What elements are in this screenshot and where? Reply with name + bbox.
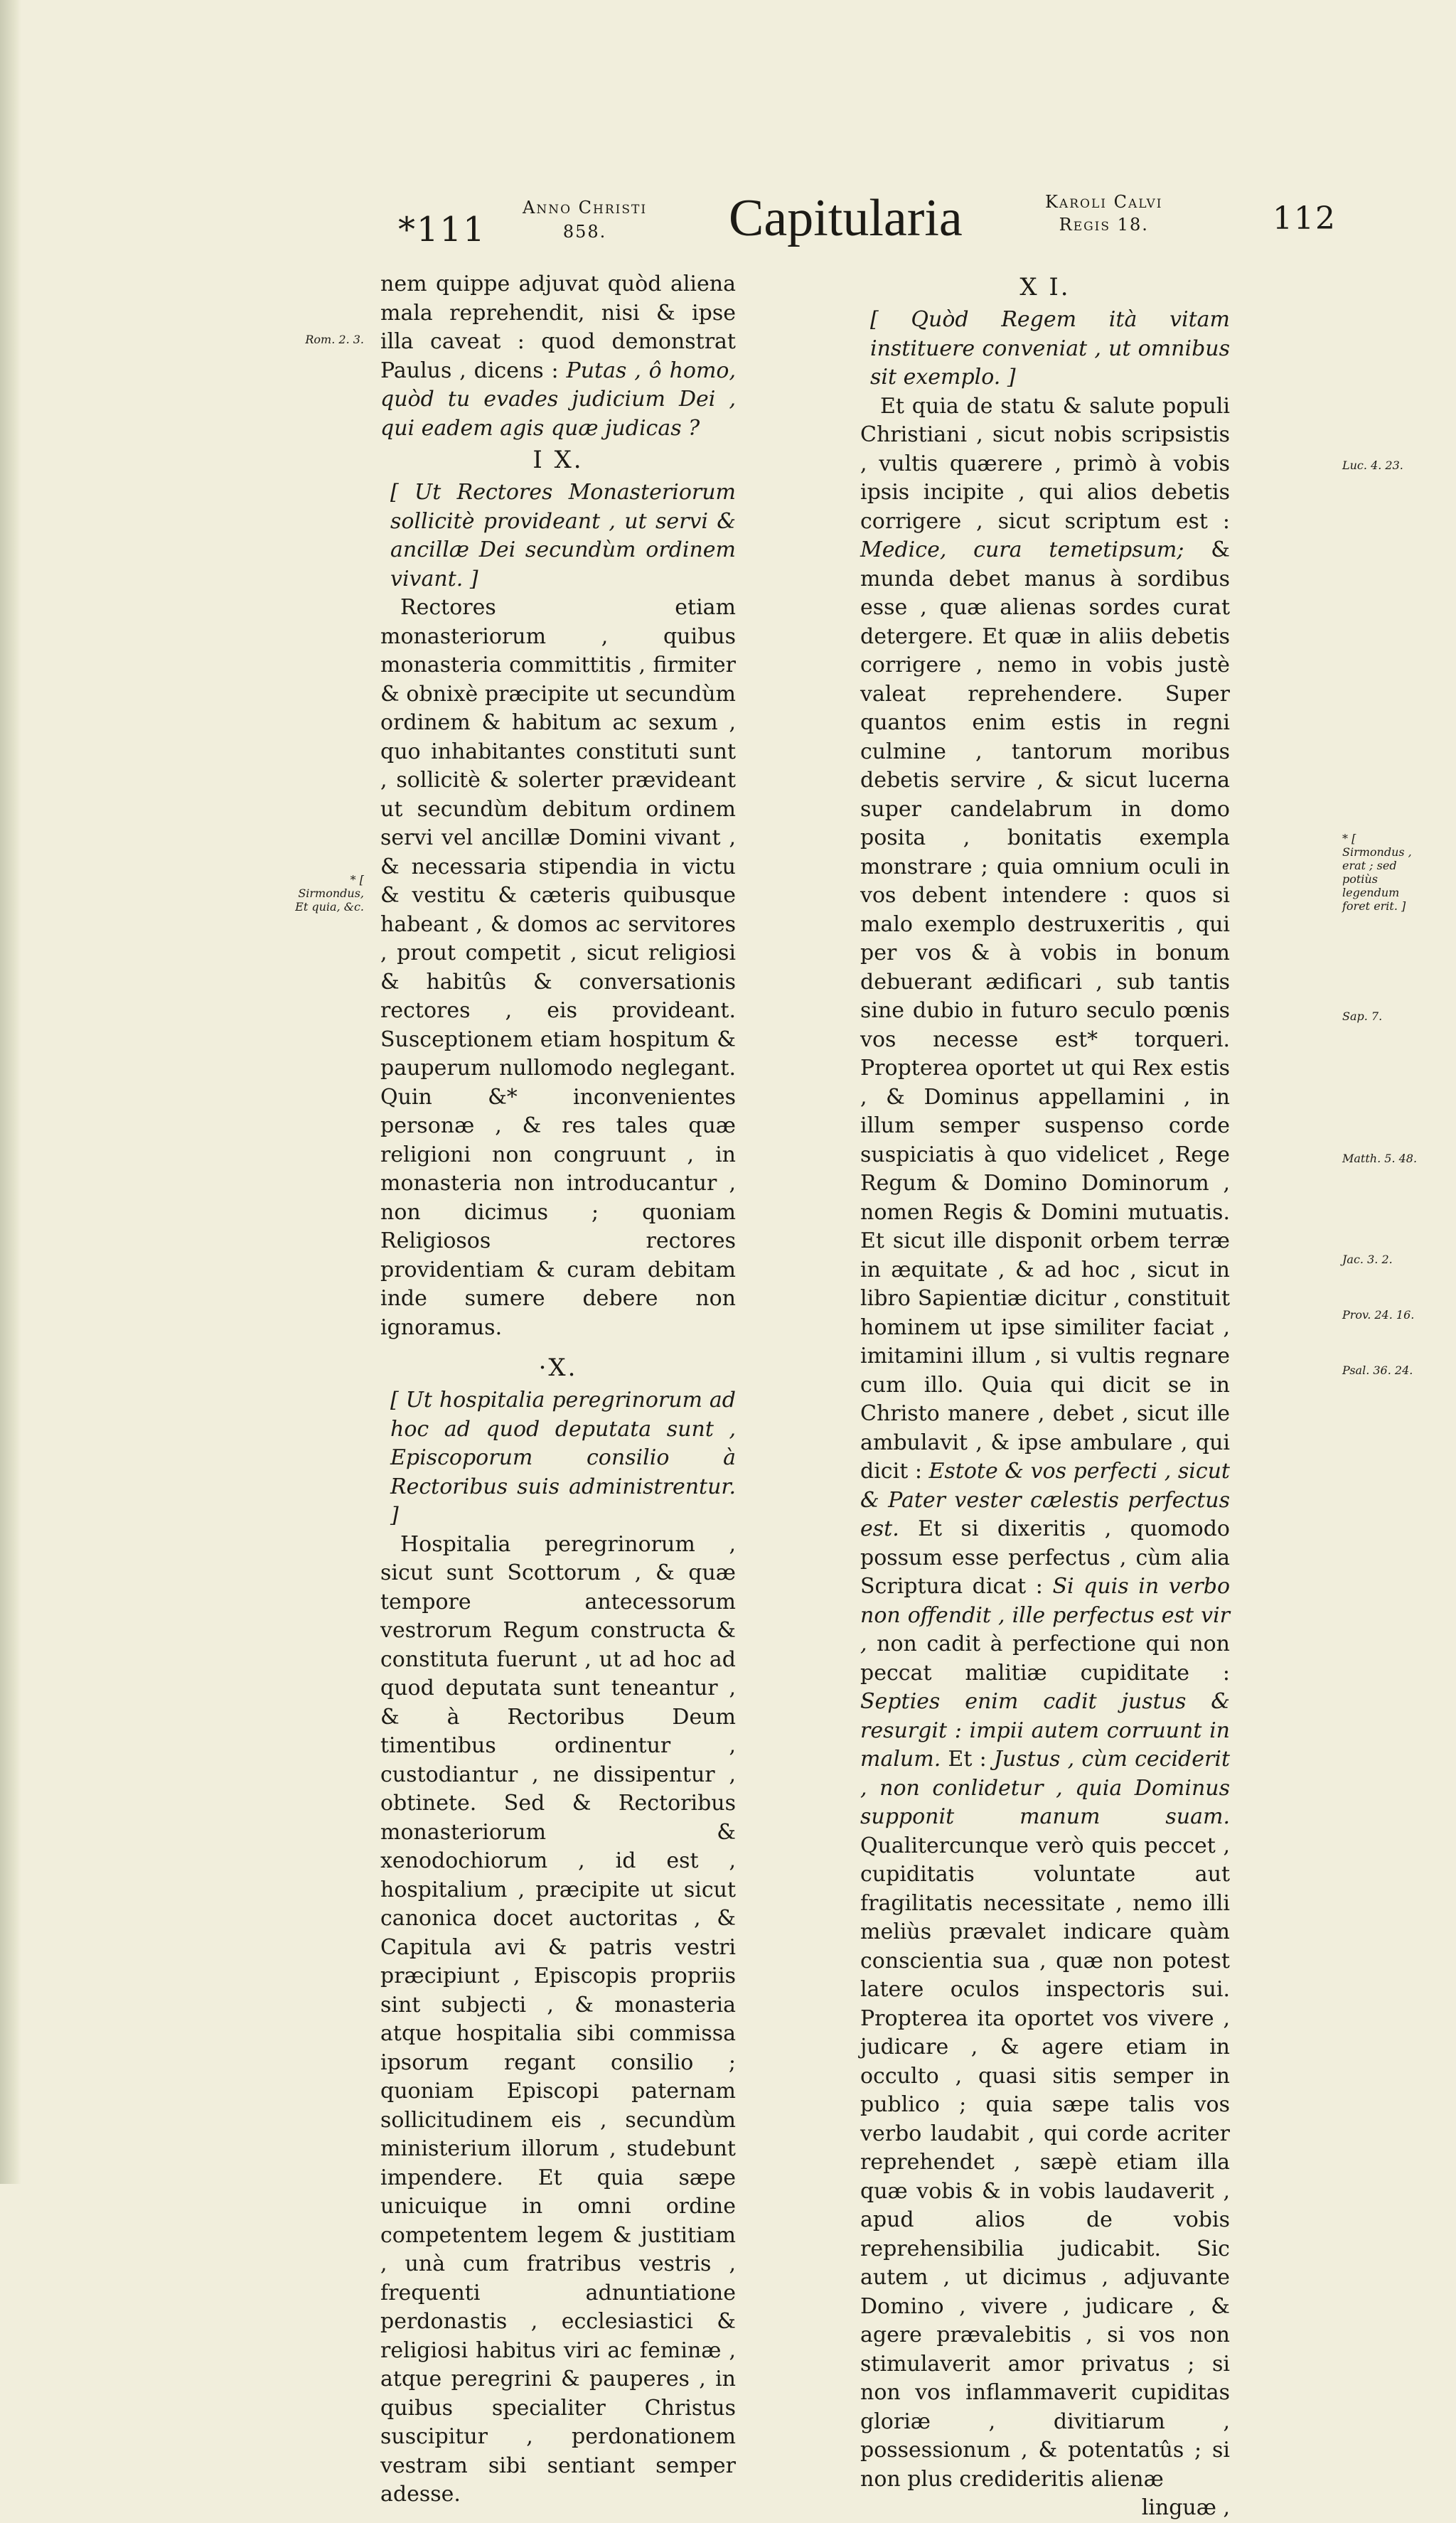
text-segment: Et : — [941, 1747, 994, 1772]
running-title: Capitularia — [729, 189, 963, 247]
quote-estote: Estote & vos perfecti , sicut & Pater vester cælestis perfectus est. — [860, 1459, 1230, 1541]
section-heading-ix: I X. — [532, 446, 584, 474]
page-number-left: *111 — [398, 210, 486, 250]
opening-quote: Putas , ô homo, quòd tu evades judicium Dei , qui eadem agis quæ judicas ? — [380, 358, 736, 441]
karoli-calvi: Karoli Calvi — [1045, 192, 1163, 212]
margin-note-sirmondus-right: * [ Sirmondus , erat ; sed potiùs legendum foret erit. ] — [1342, 832, 1412, 913]
paragraph-ix: Rectores etiam monasteriorum , quibus monasteria committitis , firmiter & obnixè præcipite ut secundùm ordinem & habitum ac sexum , quo inhabitantes constituti sunt , sollicitè & solerter prævideant ut secundùm debitum ordinem servi vel ancillæ Domini vivant , & necessaria stipendia in victu & vestitu & cæteris quibusque habeant , & domos ac servitores , prout competit , sicut religiosi & habitûs & conversationis rectores , eis provideant. Susceptionem etiam hospitum & pauperum nullomodo neglegant. Quin &* inconvenientes personæ , & res tales quæ religioni non congruunt , in monasteria non introducantur , non dicimus ; quoniam Religiosos rectores providentiam & curam debitam inde sumere debere non ignoramus. — [380, 595, 736, 1340]
margin-note-sirmondus-left: * [ Sirmondus, Et quia, &c. — [295, 873, 364, 914]
catchword: linguæ , — [1141, 2495, 1230, 2520]
page-number-right: 112 — [1273, 200, 1337, 237]
margin-note-prov: Prov. 24. 16. — [1342, 1308, 1415, 1322]
text-segment: & munda debet manus à sordibus esse , quæ alienas sordes curat detergere. Et quæ in aliis debetis corrigere , nemo in vobis justè valeat reprehendere. Super quantos enim estis in regni culmine , tantorum moribus debetis servire , & sicut lucerna super candelabrum in domo posita , bonitatis exempla monstrare ; quia omnium oculi in vos debent intendere : quos si malo exemplo destruxeritis , qui per vos & à vobis in bonum debuerant ædificari , sub tantis sine dubio in futuro seculo pœnis vos necesse est* torqueri. Propterea oportet ut qui Rex estis , & Dominus appellamini , in illum semper suspenso corde suspiciatis à quo videlicet , Rege Regum & Domino Dominorum , nomen Regis & Domini mutuatis. Et sicut ille disponit orbem terræ in æquitate , & ad hoc , sicut in libro Sapientiæ dicitur , constituit hominem ut ipse similiter faciat , imitamini illum , si vultis regnare cum illo. Quia qui dicit se in Christo manere , debet , sicut ille ambulavit , & ipse ambulare , qui dicit : — [860, 537, 1231, 1484]
running-head-karoli — [1045, 191, 1162, 276]
left-column — [380, 270, 736, 2509]
quote-justus: Justus , cùm ceciderit , non conlidetur , quia Dominus supponit manum suam. — [860, 1747, 1230, 1829]
opening-paragraph — [380, 270, 736, 443]
book-page — [21, 0, 1456, 2520]
text-segment: Qualitercunque verò quis peccet , cupiditatis voluntate aut fragilitatis necessitate , nemo illi meliùs prævalet indicare quàm conscientia sua , quæ non potest latere oculos inspectoris sui. Propterea ita oportet vos vivere , judicare , & agere etiam in occulto , quasi sitis semper in publico ; quia sæpe talis vos verbo laudabit , qui corde acriter reprehendet , sæpè etiam illa quæ vobis & in vobis laudaverit , apud alios de vobis reprehensibilia judicabit. Sic autem , ut dicimus , adjuvante Domino , vivere , judicare , & agere prævalebitis , si vos non stimulaverit amor privatus ; si non vos inflammaverit cupiditas gloriæ , divitiarum , possessionum , & potentatûs ; si non plus credideritis alienæ — [860, 1833, 1230, 2492]
regis-year: Regis 18. — [1059, 215, 1149, 235]
section-heading-x: ·X. — [538, 1354, 578, 1382]
quote-medice: Medice, cura temetipsum; — [860, 537, 1184, 562]
text-segment: Et si dixeritis , quomodo possum esse perfectus , cùm alia Scriptura dicat : — [860, 1516, 1230, 1599]
anno-year: 858. — [562, 222, 607, 242]
right-column — [860, 270, 1230, 2523]
quote-septies: Septies enim cadit justus & resurgit : impii autem corruunt in malum. — [860, 1689, 1230, 1772]
rubric-xi: [ Quòd Regem ità vitam instituere conveniat , ut omnibus sit exemplo. ] — [870, 307, 1230, 390]
opening-text: nem quippe adjuvat quòd aliena mala reprehendit, nisi & ipse illa caveat : quod demonstrat Paulus , dicens : — [380, 272, 736, 383]
margin-note-rom: Rom. 2. 3. — [305, 333, 364, 346]
margin-note-sap: Sap. 7. — [1342, 1009, 1383, 1023]
rubric-ix: [ Ut Rectores Monasteriorum sollicitè provideant , ut servi & ancillæ Dei secundùm ordinem vivant. ] — [390, 480, 736, 591]
book-gutter — [0, 0, 21, 2184]
section-heading-xi: X I. — [1019, 273, 1071, 301]
rubric-x: [ Ut hospitalia peregrinorum ad hoc ad quod deputata sunt , Episcoporum consilio à Rectoribus suis administrentur. ] — [390, 1388, 736, 1528]
margin-note-jac: Jac. 3. 2. — [1342, 1253, 1393, 1266]
anno-christi: Anno Christi — [523, 198, 648, 218]
paragraph-x: Hospitalia peregrinorum , sicut sunt Scottorum , & quæ tempore antecessorum vestrorum Regum constructa & constituta fuerunt , ut ad hoc ad quod deputata sunt teneantur , & à Rectoribus Deum timentibus ordinentur , custodiantur , ne dissipentur , obtinete. Sed & Rectoribus monasteriorum & xenodochiorum , id est , hospitalium , præcipite ut sicut canonica docet auctoritas , & Capitula avi & patris vestri præcipiunt , Episcopis propriis sint subjecti , & monasteria atque hospitalia sibi commissa ipsorum regant consilio ; quoniam Episcopi paternam sollicitudinem eis , secundùm ministerium illorum , studebunt impendere. Et quia sæpe unicuique in omni ordine competentem legem & justitiam , unà cum fratribus vestris , frequenti adnuntiatione perdonastis , ecclesiastici & religiosi habitus viri ac feminæ , atque peregrini & pauperes , in quibus specialiter Christus suscipitur , perdonationem vestram sibi sentiant semper adesse. — [380, 1531, 736, 2507]
margin-note-matth: Matth. 5. 48. — [1342, 1152, 1418, 1165]
text-segment: non cadit à perfectione qui non peccat malitiæ cupiditate : — [860, 1632, 1230, 1686]
text-segment: Et quia de statu & salute populi Christiani , sicut nobis scripsistis , vultis quærere , primò à vobis ipsis incipite , qui alios debetis corrigere , sicut scriptum est : — [860, 393, 1230, 534]
running-head-anno — [523, 195, 647, 281]
quote-si-quis: Si quis in verbo non offendit , ille perfectus est vir , — [860, 1574, 1231, 1656]
margin-note-psal: Psal. 36. 24. — [1342, 1364, 1413, 1377]
margin-note-luc: Luc. 4. 23. — [1342, 459, 1403, 472]
paragraph-xi — [860, 392, 1230, 2495]
